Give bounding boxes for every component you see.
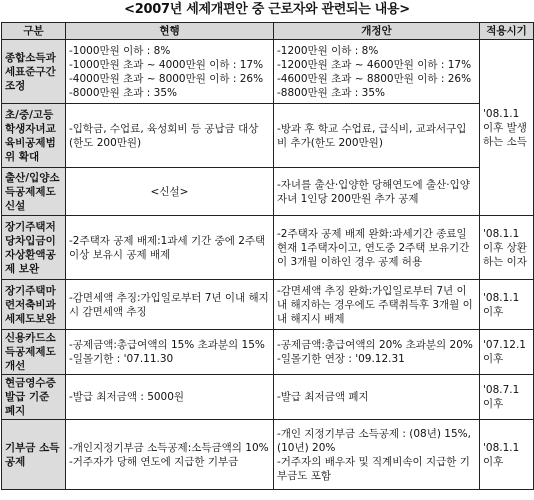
proposed-line: -4600만원 초과 ~ 8800만원 이하 : 26%	[277, 72, 472, 85]
row-current	[66, 168, 274, 216]
row-period: '07.12.1 이후	[480, 330, 534, 375]
proposed-line: -공제금액:총급여액의 20% 초과분의 20%	[277, 339, 473, 351]
table-row	[2, 330, 534, 375]
header-proposed: 개정안	[274, 23, 480, 40]
row-category: 기부금 소득공제	[2, 420, 66, 490]
row-category: 출산/입양소득공제제도 신설	[2, 168, 66, 216]
current-line: -공제금액:총급여액의 15% 초과분의 15%	[69, 339, 265, 351]
row-current	[66, 104, 274, 168]
current-line: -거주자가 당해 연도에 지급한 기부금	[69, 455, 239, 468]
current-line: -감면세액 추징:가입일로부터 7년 이내 해지시 감면세액 추징	[69, 291, 269, 318]
row-proposed	[274, 420, 480, 490]
row-proposed	[274, 375, 480, 420]
table-row	[2, 40, 534, 104]
row-period: '08.1.1 이후 상환하는 이자	[480, 216, 534, 280]
header-period: 적용시기	[480, 23, 534, 40]
row-category: 장기주택마련저축비과세제도보완	[2, 280, 66, 330]
row-proposed	[274, 280, 480, 330]
row-period: '08.1.1 이후	[480, 280, 534, 330]
row-proposed	[274, 216, 480, 280]
row-category: 현금영수증 발급 기준 폐지	[2, 375, 66, 420]
row-proposed	[274, 40, 480, 104]
current-line: -1000만원 이하 : 8%	[69, 44, 171, 57]
table-row	[2, 168, 534, 216]
row-category: 장기주택저당차입금이자상환액공제 보완	[2, 216, 66, 280]
current-line: -1000만원 초과 ~ 4000만원 이하 : 17%	[69, 58, 264, 71]
row-current	[66, 420, 274, 490]
table-row	[2, 104, 534, 168]
proposed-line: -1200만원 이하 : 8%	[277, 44, 379, 57]
current-line: -발급 최저금액 : 5000원	[69, 391, 185, 403]
row-period: '08.1.1 이후 발생하는 소득	[480, 40, 534, 216]
current-line: -4000만원 초과 ~ 8000만원 이하 : 26%	[69, 72, 264, 85]
current-line: -8000만원 초과 : 35%	[69, 86, 177, 99]
table-row	[2, 375, 534, 420]
proposed-line: -자녀를 출산·입양한 당해연도에 출산·입양 자녀 1인당 200만원 추가 공제	[277, 178, 470, 205]
row-current	[66, 330, 274, 375]
row-proposed	[274, 168, 480, 216]
row-category: 신용카드소득공제제도 개선	[2, 330, 66, 375]
document-title: <2007년 세제개편안 중 근로자와 관련되는 내용>	[124, 2, 410, 17]
table-row	[2, 216, 534, 280]
proposed-line: -8800만원 초과 : 35%	[277, 86, 385, 99]
row-proposed	[274, 330, 480, 375]
proposed-line: -발급 최저금액 폐지	[277, 391, 369, 403]
table-row	[2, 420, 534, 490]
current-line: <신설>	[150, 185, 189, 198]
current-line: -2주택자 공제 배제:1과세 기간 중에 2주택 이상 보유시 공제 배제	[69, 234, 266, 261]
proposed-line: -1200만원 초과 ~ 4600만원 이하 : 17%	[277, 58, 472, 71]
row-current	[66, 375, 274, 420]
proposed-line: -방과 후 학교 수업료, 급식비, 교과서구입비 추가(한도 200만원)	[277, 122, 467, 149]
row-category: 종합소득과세표준구간 조정	[2, 40, 66, 104]
row-period: '08.1.1 이후	[480, 420, 534, 490]
header-current: 현행	[66, 23, 274, 40]
current-line: -입학금, 수업료, 육성회비 등 공납금 대상(한도 200만원)	[69, 122, 259, 149]
current-line: -개인지정기부금 소득공제:소득금액의 10%	[69, 441, 269, 454]
row-current	[66, 40, 274, 104]
row-current	[66, 216, 274, 280]
tax-reform-table	[1, 22, 534, 490]
proposed-line: -개인 지정기부금 소득공제 : (08년) 15%, (10년) 20%	[277, 427, 471, 454]
proposed-line: -2주택자 공제 배제 완화:과세기간 종료일 현재 1주택자이고, 연도중 2주택 보유기간이 3개월 이하인 경우 공제 허용	[277, 227, 470, 268]
row-period: '08.7.1 이후	[480, 375, 534, 420]
proposed-line: -거주자의 배우자 및 직계비속이 지급한 기부금도 포함	[277, 455, 470, 482]
current-line: -일몰기한 : '07.11.30	[69, 353, 174, 365]
row-proposed	[274, 104, 480, 168]
header-row	[2, 23, 534, 40]
proposed-line: -일몰기한 연장 : '09.12.31	[277, 353, 405, 365]
row-current	[66, 280, 274, 330]
row-category: 초/중/고등학생자녀교육비공제범위 확대	[2, 104, 66, 168]
header-category: 구분	[2, 23, 66, 40]
table-row	[2, 280, 534, 330]
proposed-line: -감면세액 추징 완화:가입일로부터 7년 이내 해지하는 경우에도 주택취득후 3개월 이내 해지시 배제	[277, 284, 473, 325]
